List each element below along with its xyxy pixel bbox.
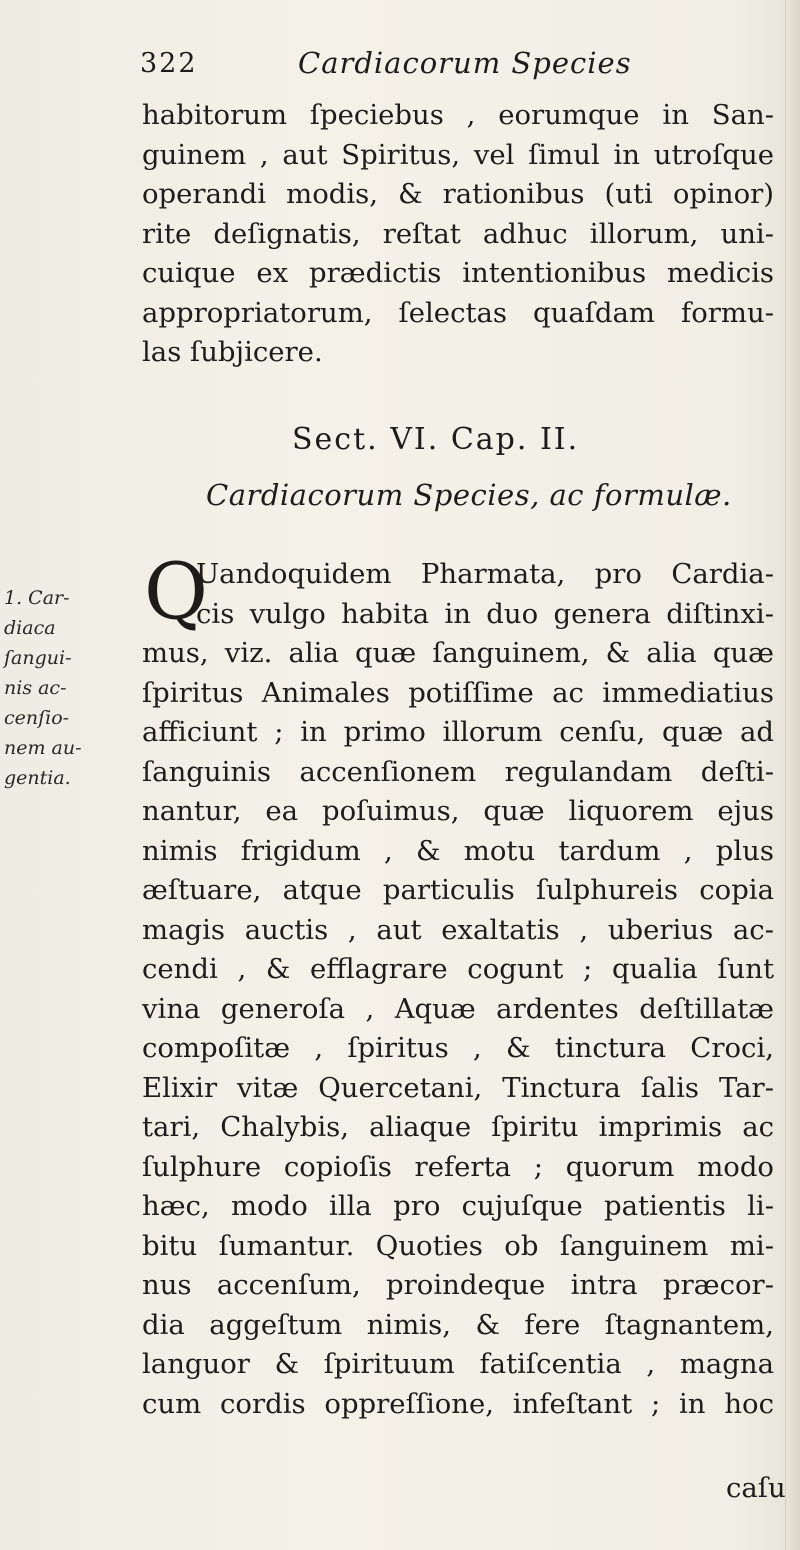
text-line: mus, viz. alia quæ ſanguinem, & alia quæ — [142, 637, 774, 669]
text-line: las ſubjicere. — [142, 336, 323, 368]
chapter-subheading: Cardiacorum Species, ac formulæ. — [206, 478, 732, 512]
text-line: tari, Chalybis, aliaque ſpiritu imprimis ac — [142, 1111, 774, 1143]
text-line: magis auctis , aut exaltatis , uberius ac- — [142, 913, 774, 946]
text-line: guinem , aut Spiritus, vel ſimul in utroſque — [142, 138, 774, 171]
text-line: languor & ſpirituum fatiſcentia , magna — [142, 1348, 774, 1380]
margin-note — [4, 583, 132, 793]
text-line: bitu ſumantur. Quoties ob ſanguinem mi- — [142, 1229, 774, 1262]
margin-note-line: gentia. — [4, 767, 71, 789]
page-number: 322 — [140, 48, 198, 79]
page-edge — [785, 0, 800, 1550]
running-head: Cardiacorum Species — [298, 46, 632, 80]
margin-note-line: 1. Car- — [4, 587, 70, 609]
text-line: dia aggeſtum nimis, & fere ſtagnantem, — [142, 1308, 774, 1341]
text-line: vina generoſa , Aquæ ardentes deſtillatæ — [142, 992, 774, 1025]
paragraph-1 — [142, 96, 774, 373]
text-line: ſulphure copioſis referta ; quorum modo — [142, 1150, 774, 1183]
drop-cap: Q — [144, 547, 208, 637]
text-line: operandi modis, & rationibus (uti opinor) — [142, 178, 774, 210]
text-line: hæc, modo illa pro cujuſque patientis li- — [142, 1190, 774, 1222]
margin-note-line: nis ac- — [4, 677, 67, 699]
margin-note-line: nem au- — [4, 737, 82, 759]
section-heading: Sect. VI. Cap. II. — [292, 422, 580, 457]
paragraph-2 — [142, 555, 774, 1424]
text-line: rite deſignatis, reſtat adhuc illorum, uni- — [142, 217, 774, 250]
text-line: cuique ex prædictis intentionibus medicis — [142, 257, 774, 289]
page-header — [140, 48, 660, 88]
text-line: cendi , & efflagrare cogunt ; qualia ſunt — [142, 953, 774, 985]
text-line: habitorum ſpeciebus , eorumque in San- — [142, 99, 774, 131]
text-line: cis vulgo habita in duo genera diſtinxi- — [196, 597, 774, 630]
text-line: nus accenſum, proindeque intra præcor- — [142, 1269, 774, 1301]
text-line: compoſitæ , ſpiritus , & tinctura Croci, — [142, 1032, 774, 1064]
margin-note-line: ſangui- — [4, 647, 72, 669]
text-line: nantur, ea poſuimus, quæ liquorem ejus — [142, 795, 774, 827]
text-line: appropriatorum, ſelectas quaſdam formu- — [142, 296, 774, 329]
text-line: Uandoquidem Pharmata, pro Cardia- — [196, 558, 774, 590]
text-line: cum cordis oppreſſione, infeſtant ; in hoc — [142, 1387, 774, 1420]
text-line: ſpiritus Animales potiſſime ac immediatius — [142, 676, 774, 709]
text-line: ſanguinis accenſionem regulandam deſti- — [142, 755, 774, 788]
text-line: afficiunt ; in primo illorum cenſu, quæ ad — [142, 716, 774, 748]
text-line: æſtuare, atque particulis ſulphureis copia — [142, 874, 774, 906]
margin-note-line: diaca — [4, 617, 56, 639]
text-line: Elixir vitæ Quercetani, Tinctura ſalis Tar- — [142, 1071, 774, 1104]
catchword: caſu — [726, 1472, 786, 1504]
text-line: nimis frigidum , & motu tardum , plus — [142, 834, 774, 867]
margin-note-line: cenſio- — [4, 707, 70, 729]
